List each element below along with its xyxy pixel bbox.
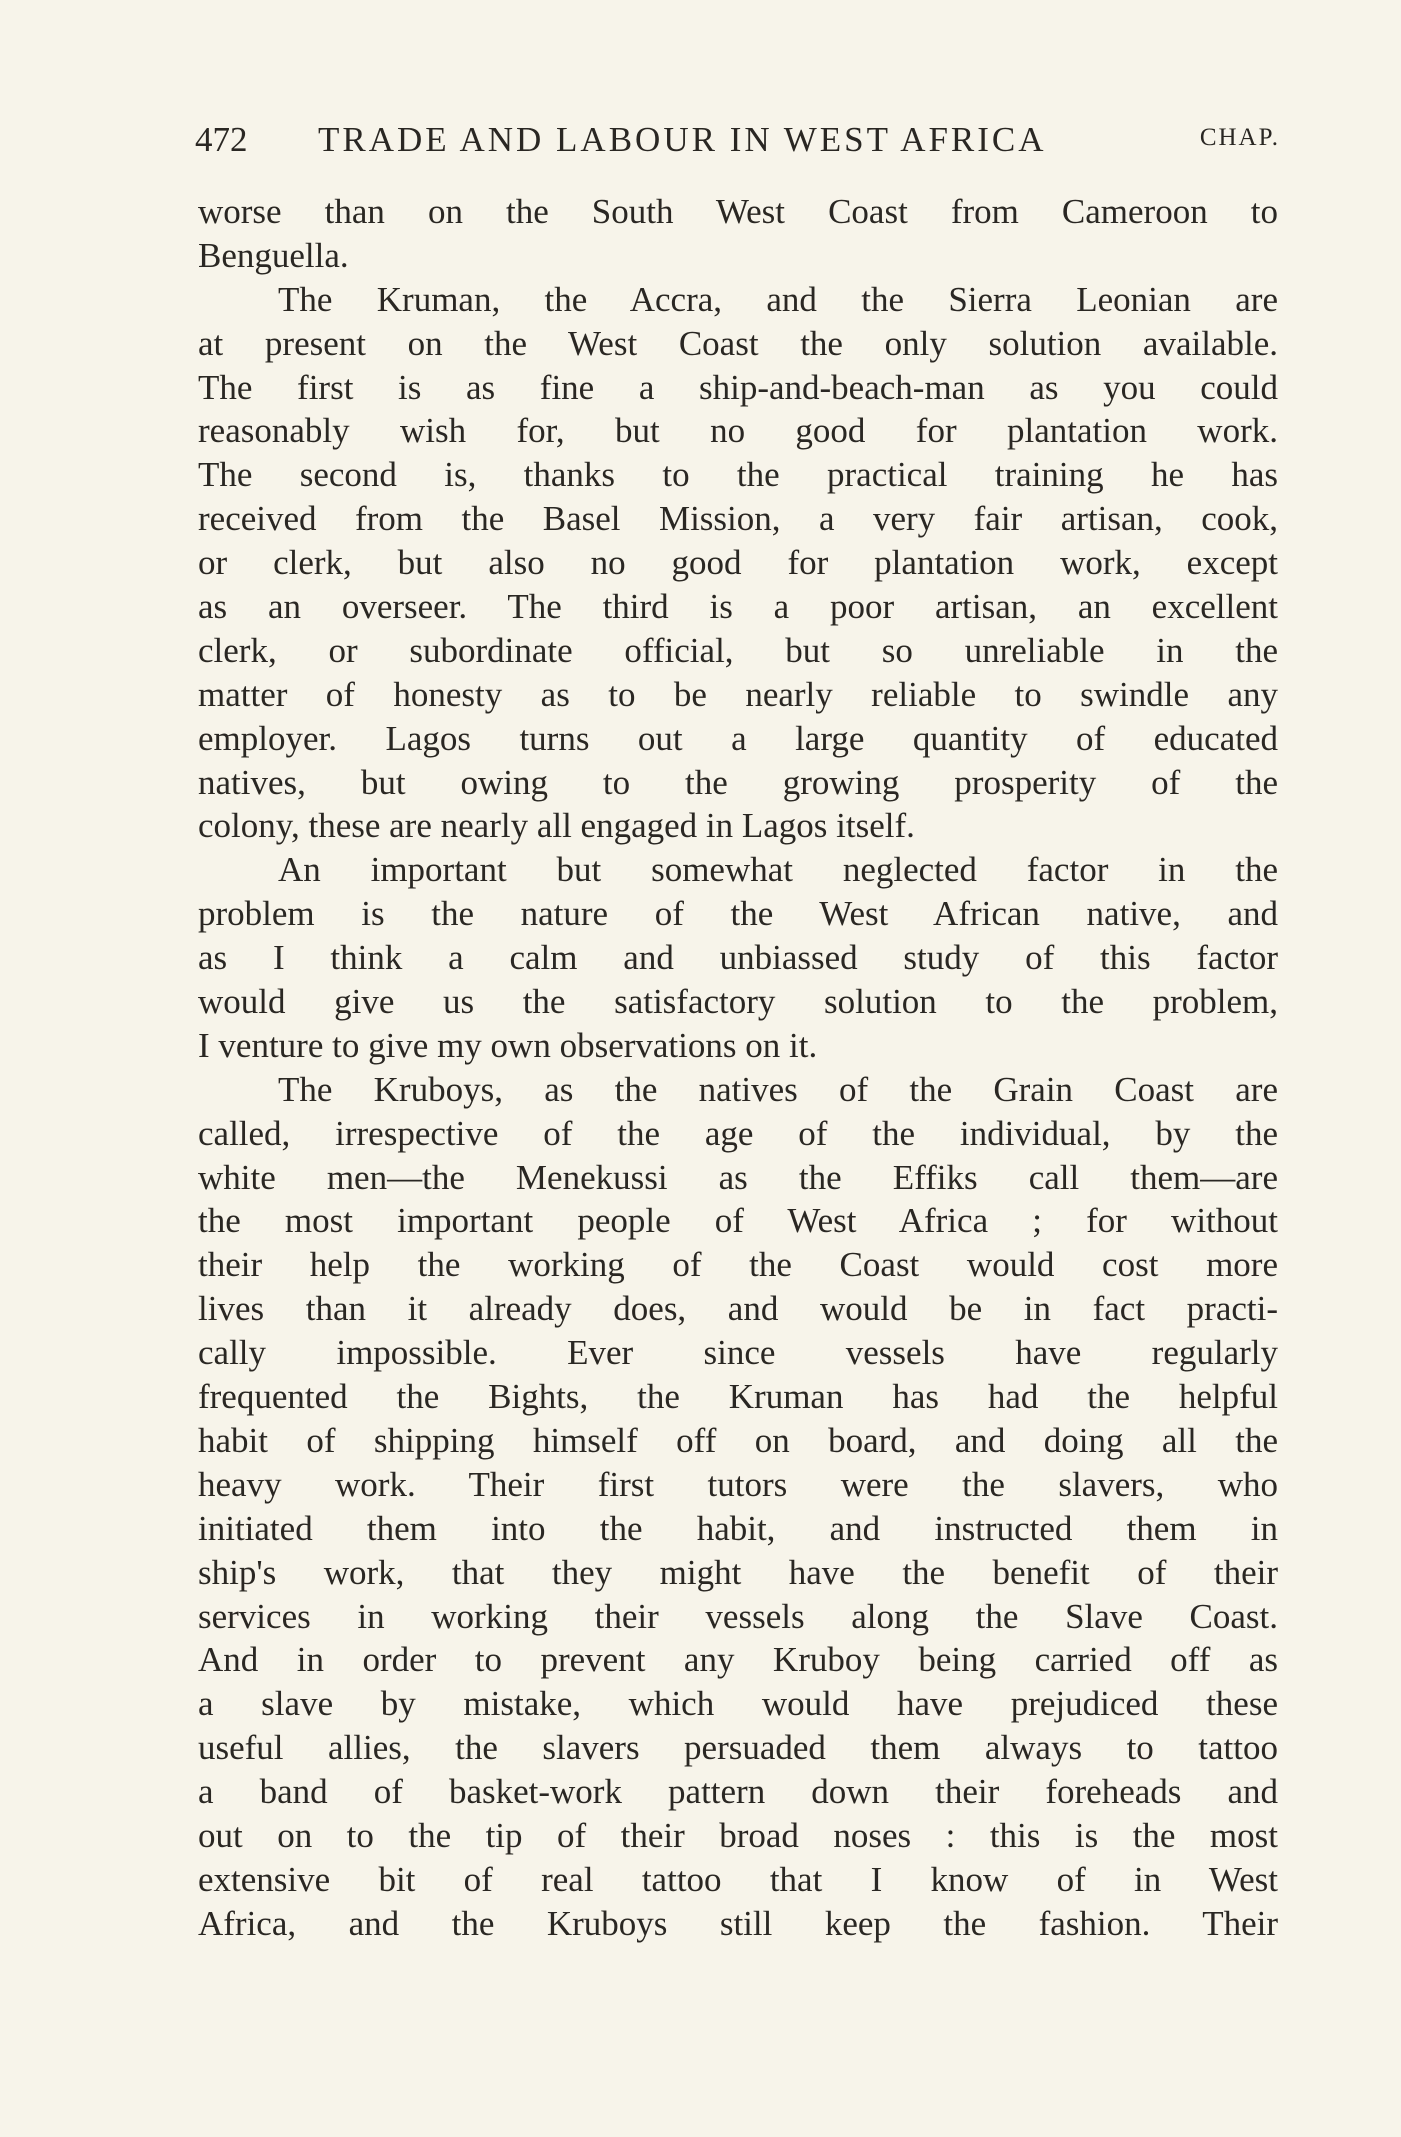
text-line: extensive bit of real tattoo that I know of in West — [198, 1859, 1278, 1899]
text-line: as an overseer. The third is a poor artisan, an excellent — [198, 587, 1278, 627]
text-line: white men—the Menekussi as the Effiks call them—are — [198, 1157, 1278, 1197]
text-line: clerk, or subordinate official, but so unreliable in the — [198, 630, 1278, 670]
text-line: The Kruman, the Accra, and the Sierra Leonian are — [278, 279, 1278, 319]
text-line: useful allies, the slavers persuaded them always to tattoo — [198, 1728, 1278, 1768]
text-line: received from the Basel Mission, a very fair artisan, cook, — [198, 499, 1278, 539]
text-line: The first is as fine a ship-and-beach-man as you could — [198, 367, 1278, 407]
text-line: reasonably wish for, but no good for plantation work. — [198, 411, 1278, 451]
text-line: An important but somewhat neglected factor in the — [278, 850, 1278, 890]
text-line: Benguella. — [198, 235, 349, 275]
body-text — [198, 190, 1278, 1946]
text-line: a band of basket-work pattern down their foreheads and — [198, 1772, 1278, 1812]
text-line: The Kruboys, as the natives of the Grain Coast are — [278, 1069, 1278, 1109]
text-line: their help the working of the Coast would cost more — [198, 1245, 1278, 1285]
running-title: TRADE AND LABOUR IN WEST AFRICA — [318, 120, 1047, 159]
text-line: would give us the satisfactory solution to the problem, — [198, 982, 1278, 1022]
text-line: worse than on the South West Coast from Cameroon to — [198, 192, 1278, 231]
text-line: ship's work, that they might have the benefit of their — [198, 1552, 1278, 1592]
text-line: matter of honesty as to be nearly reliable to swindle any — [198, 674, 1278, 714]
chapter-label: CHAP. — [1199, 124, 1280, 151]
text-line: lives than it already does, and would be in fact practi- — [198, 1289, 1278, 1329]
text-line: habit of shipping himself off on board, and doing all the — [198, 1420, 1278, 1460]
text-line: frequented the Bights, the Kruman has had the helpful — [198, 1377, 1278, 1417]
text-line: initiated them into the habit, and instructed them in — [198, 1508, 1278, 1548]
text-line: services in working their vessels along the Slave Coast. — [198, 1596, 1278, 1636]
text-line: The second is, thanks to the practical training he has — [198, 455, 1278, 495]
text-line: Africa, and the Kruboys still keep the fashion. Their — [198, 1903, 1278, 1943]
text-line: employer. Lagos turns out a large quantity of educated — [198, 718, 1278, 758]
running-head — [195, 120, 1280, 170]
text-line: a slave by mistake, which would have prejudiced these — [198, 1684, 1278, 1724]
text-line: heavy work. Their first tutors were the slavers, who — [198, 1464, 1278, 1504]
text-line: natives, but owing to the growing prosperity of the — [198, 762, 1278, 802]
text-line: called, irrespective of the age of the individual, by the — [198, 1113, 1278, 1153]
text-line: as I think a calm and unbiassed study of this factor — [198, 938, 1278, 978]
text-line: problem is the nature of the West African native, and — [198, 894, 1278, 934]
text-line: or clerk, but also no good for plantation work, except — [198, 543, 1278, 583]
page-number: 472 — [195, 120, 248, 159]
text-line: the most important people of West Africa ; for without — [198, 1201, 1278, 1241]
text-line: colony, these are nearly all engaged in Lagos itself. — [198, 806, 915, 846]
text-line: I venture to give my own observations on it. — [198, 1025, 818, 1065]
text-line: out on to the tip of their broad noses : this is the most — [198, 1815, 1278, 1855]
text-line: at present on the West Coast the only solution available. — [198, 323, 1278, 363]
text-line: cally impossible. Ever since vessels have regularly — [198, 1333, 1278, 1373]
text-line: And in order to prevent any Kruboy being carried off as — [198, 1640, 1278, 1680]
